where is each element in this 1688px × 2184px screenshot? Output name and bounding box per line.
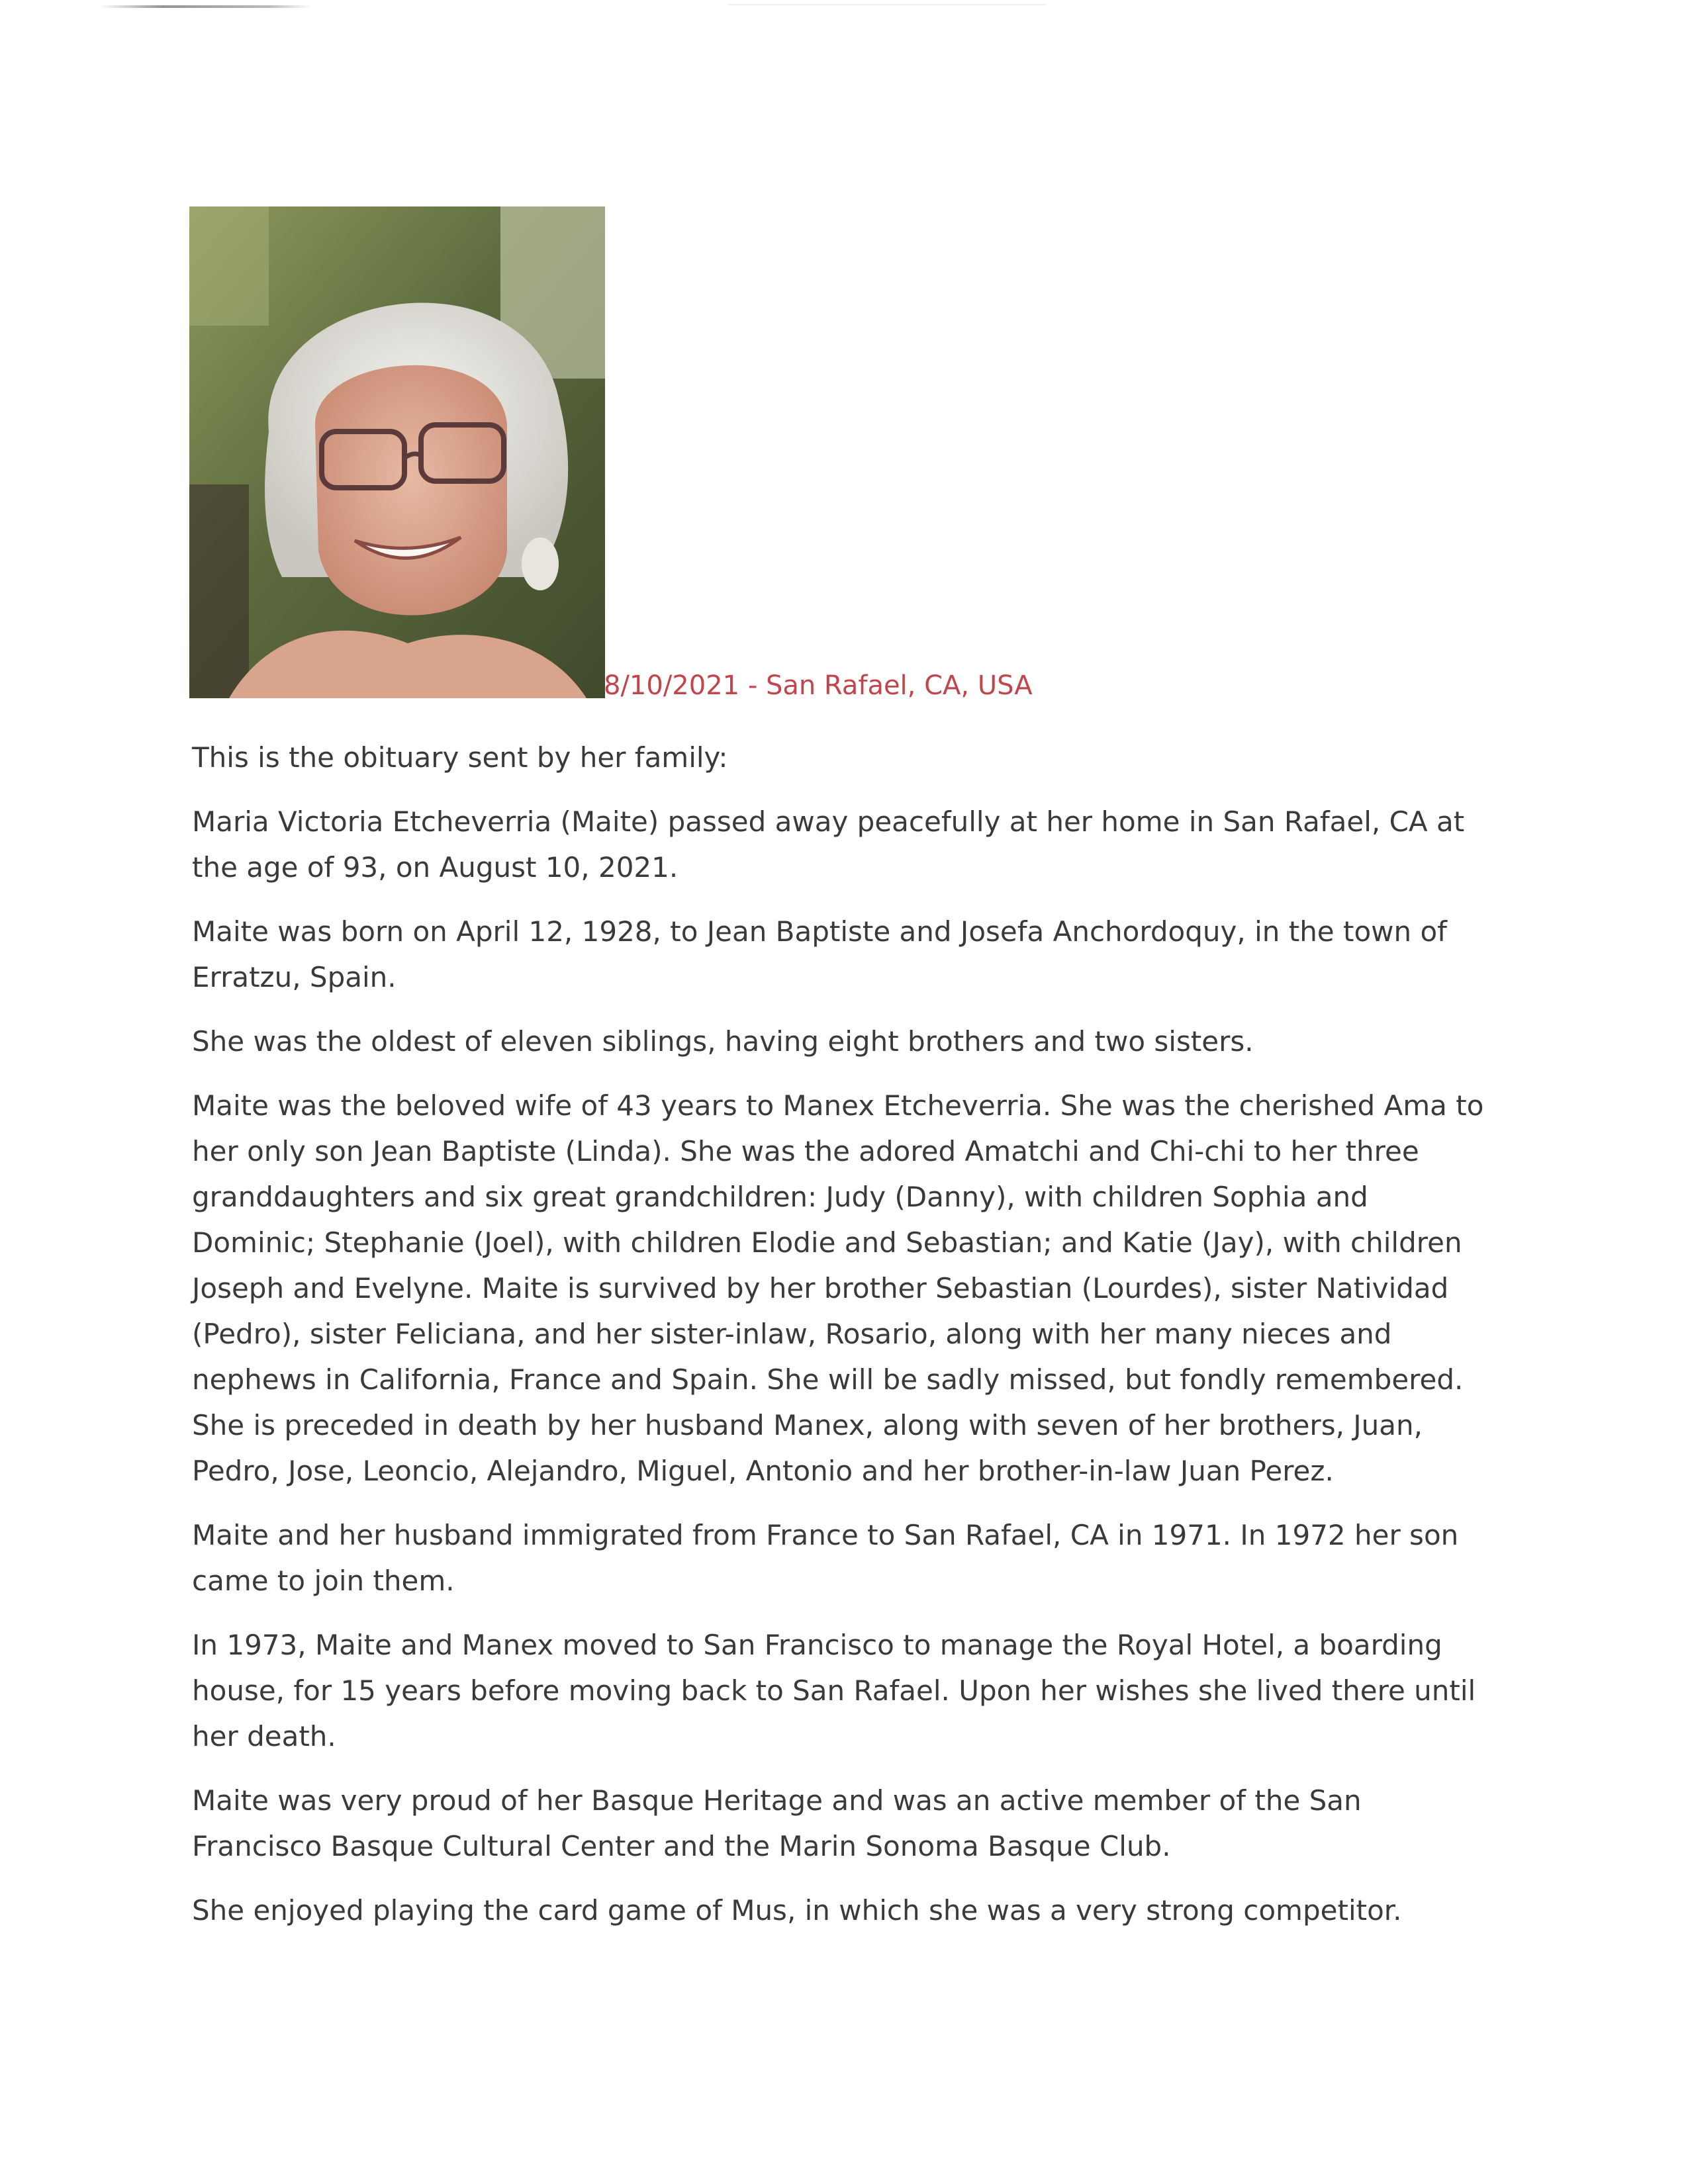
scan-artifact-line: [728, 4, 1046, 5]
obituary-body: [192, 735, 1489, 1952]
obituary-paragraph: In 1973, Maite and Manex moved to San Francisco to manage the Royal Hotel, a boarding house, for 15 years before moving back to San Rafael. Upon her wishes she lived there until her death.: [192, 1629, 1476, 1752]
obituary-paragraph: Maite was very proud of her Basque Heritage and was an active member of the San Francisco Basque Cultural Center and the Marin Sonoma Basque Club.: [192, 1784, 1362, 1862]
obituary-paragraph: Maite was born on April 12, 1928, to Jean Baptiste and Josefa Anchordoquy, in the town of Erratzu, Spain.: [192, 915, 1447, 993]
portrait-photo: [189, 206, 605, 698]
scan-artifact-line: [99, 5, 311, 8]
obituary-paragraph: She enjoyed playing the card game of Mus, in which she was a very strong competitor.: [192, 1894, 1402, 1927]
obituary-paragraph: Maite and her husband immigrated from France to San Rafael, CA in 1971. In 1972 her son came to join them.: [192, 1519, 1459, 1597]
obituary-paragraph: Maite was the beloved wife of 43 years to Manex Etcheverria. She was the cherished Ama to her only son Jean Baptiste (Linda). She was the adored Amatchi and Chi-chi to her three granddaughters and six great grandchildren: Judy (Danny), with children Sophia and Dominic; Stephanie (Joel), with children Elodie and Sebastian; and Katie (Jay), with children Joseph and Evelyne. Maite is survived by her brother Sebastian (Lourdes), sister Natividad (Pedro), sister Feliciana, and her sister-inlaw, Rosario, along with her many nieces and nephews in California, France and Spain. She will be sadly missed, but fondly remembered. She is preceded in death by her husband Manex, along with seven of her brothers, Juan, Pedro, Jose, Leoncio, Alejandro, Miguel, Antonio and her brother-in-law Juan Perez.: [192, 1089, 1484, 1487]
portrait-photo-icon: [189, 206, 605, 698]
date-location: 8/10/2021 - San Rafael, CA, USA: [604, 670, 1033, 701]
obituary-paragraph: Maria Victoria Etcheverria (Maite) passed away peacefully at her home in San Rafael, CA at the age of 93, on August 10, 2021.: [192, 805, 1465, 884]
obituary-paragraph: She was the oldest of eleven siblings, having eight brothers and two sisters.: [192, 1025, 1254, 1058]
obituary-intro: This is the obituary sent by her family:: [192, 741, 728, 774]
